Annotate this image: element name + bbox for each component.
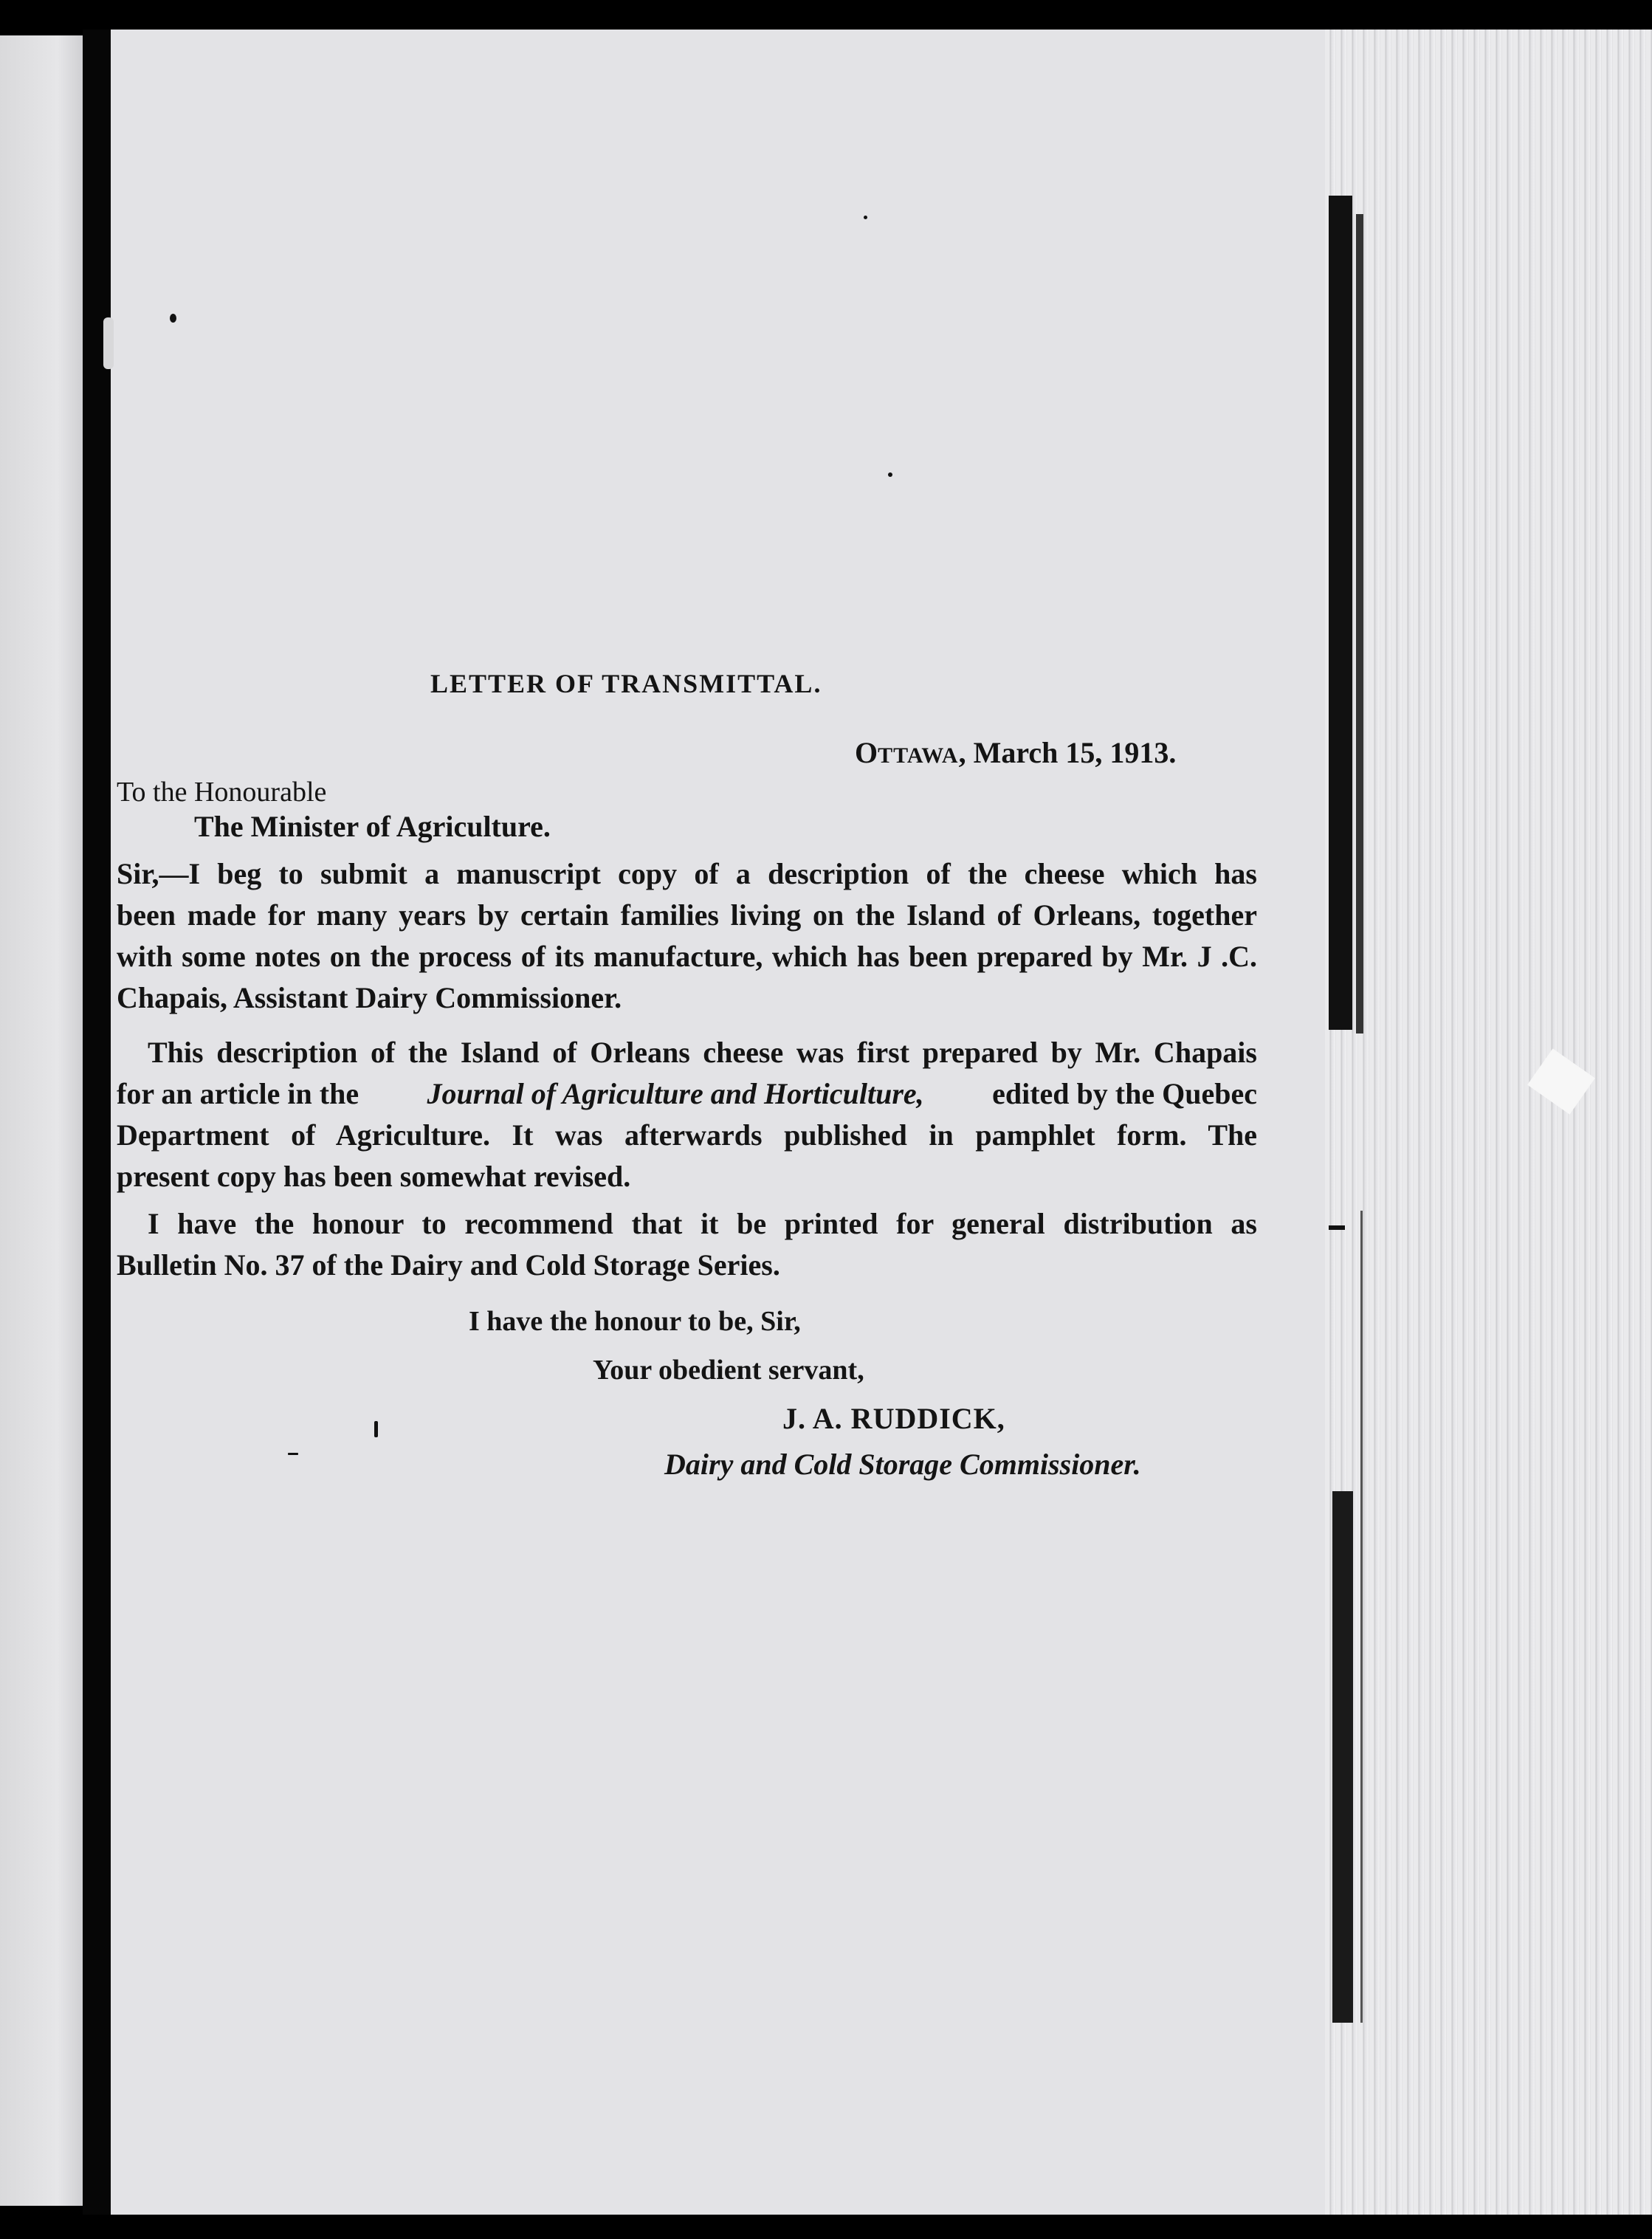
signature-title: Dairy and Cold Storage Commissioner. (664, 1448, 1141, 1481)
paragraph-1-line-1: Sir,—I beg to submit a manuscript copy of a description of the cheese which has (117, 857, 1257, 890)
speck (374, 1421, 378, 1437)
speck (170, 314, 176, 323)
addressee-line-2: The Minister of Agriculture. (194, 810, 551, 843)
page-edges (1325, 30, 1652, 2215)
edge-dark-band (1329, 196, 1352, 1030)
dateline-date: , March 15, 1913. (958, 736, 1177, 769)
closing-line-2: Your obedient servant, (593, 1355, 864, 1386)
letter-heading: LETTER OF TRANSMITTAL. (430, 669, 822, 698)
speck (864, 216, 867, 219)
journal-title: Journal of Agriculture and Horticulture, (427, 1077, 924, 1110)
paragraph-3-line-2: Bulletin No. 37 of the Dairy and Cold Storage Series. (117, 1248, 780, 1282)
closing-line-1: I have the honour to be, Sir, (469, 1306, 801, 1337)
addressee-line-1: To the Honourable (117, 777, 327, 808)
edge-dark-band (1356, 214, 1363, 1033)
dateline-city-initial: O (855, 736, 878, 769)
dateline (855, 735, 1176, 770)
paragraph-1-line-3: with some notes on the process of its manufacture, which has been prepared by Mr. J .C. (117, 940, 1257, 973)
edge-highlight (1527, 1048, 1595, 1114)
paragraph-2-line-2 (117, 1076, 1257, 1111)
paragraph-1-line-2: been made for many years by certain families living on the Island of Orleans, together (117, 898, 1257, 932)
speck (288, 1453, 298, 1455)
paragraph-3-line-1: I have the honour to recommend that it be printed for general distribution as (148, 1207, 1257, 1240)
signature-name: J. A. RUDDICK, (782, 1402, 1005, 1435)
dateline-city-rest: TTAWA (878, 743, 959, 768)
paragraph-2-line-4: present copy has been somewhat revised. (117, 1160, 631, 1193)
speck (888, 472, 892, 477)
edge-line (1360, 1211, 1363, 2023)
paragraph-2-line-3: Department of Agriculture. It was afterwards published in pamphlet form. The (117, 1118, 1257, 1152)
paragraph-2-line-2-end: edited by the Quebec (985, 1077, 1257, 1110)
edge-mark (1329, 1225, 1345, 1230)
paragraph-1-line-4: Chapais, Assistant Dairy Commissioner. (117, 981, 622, 1014)
facing-page-edge (0, 35, 83, 2206)
paragraph-2-line-1: This description of the Island of Orleans cheese was first prepared by Mr. Chapais (148, 1036, 1257, 1069)
edge-dark-band (1332, 1491, 1353, 2023)
binding-hole (103, 317, 114, 369)
paragraph-2-line-2-start: for an article in the (117, 1077, 367, 1110)
